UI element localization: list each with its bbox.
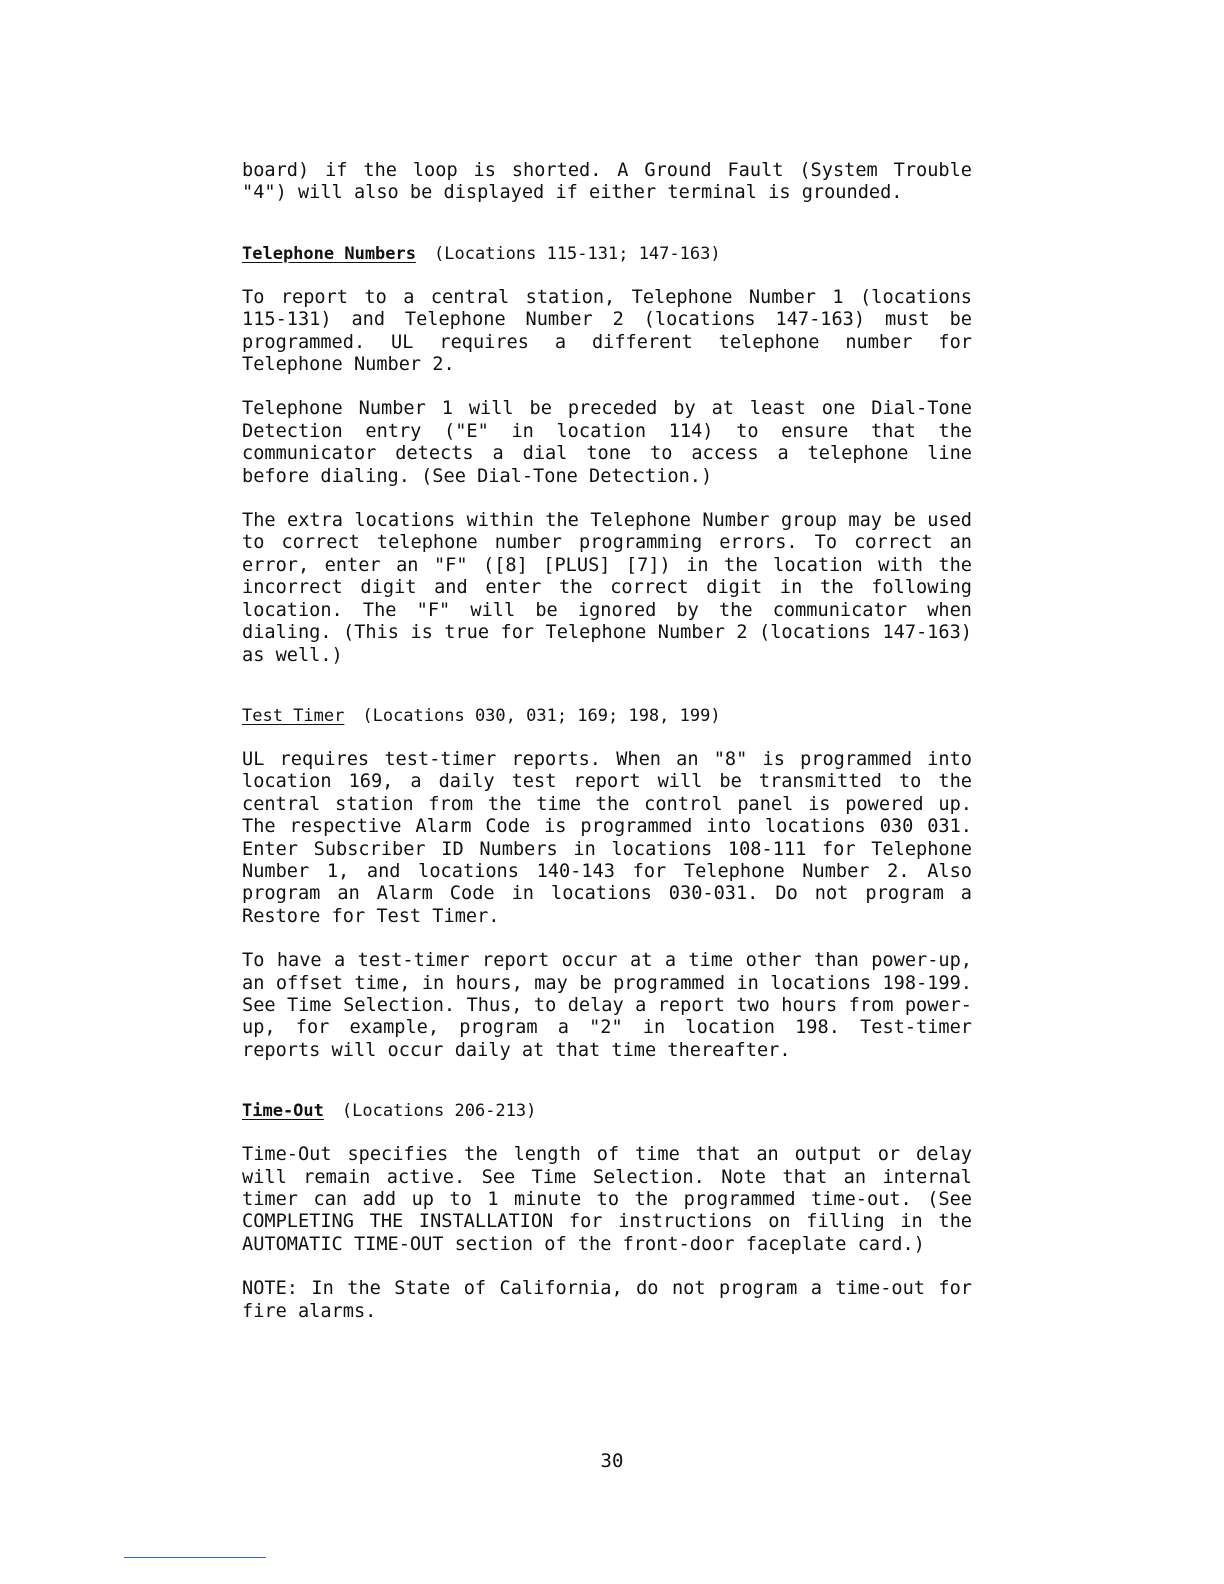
continuation-paragraph: board) if the loop is shorted. A Ground Fault (System Trouble "4") will also be displayed if either terminal is grounded. <box>242 160 972 204</box>
section-locations: (Locations 206-213) <box>341 1101 537 1122</box>
section-locations: (Locations 030, 031; 169; 198, 199) <box>362 705 721 726</box>
section-title: Telephone Numbers <box>242 243 416 264</box>
footnote-rule <box>124 1557 266 1558</box>
note-paragraph: NOTE: In the State of California, do not program a time-out for fire alarms. <box>242 1278 972 1322</box>
section-locations: (Locations 115-131; 147-163) <box>434 243 721 264</box>
section-title: Test Timer <box>242 705 345 726</box>
paragraph: Telephone Number 1 will be preceded by at least one Dial-Tone Detection entry ("E" in location 114) to ensure that the communicator detects a dial tone to access a telephone line before dialing. (See Dial-Tone Detection.) <box>242 398 972 487</box>
paragraph: To have a test-timer report occur at a time other than power-up, an offset time, in hours, may be programmed in locations 198-199. See Time Selection. Thus, to delay a report two hours from power-up, for example, program a "2" in location 198. Test-timer reports will occur daily at that time thereafter. <box>242 950 972 1061</box>
paragraph: UL requires test-timer reports. When an "8" is programmed into location 169, a daily test report will be transmitted to the central station from the time the control panel is powered up. The respective Alarm Code is programmed into locations 030 031. Enter Subscriber ID Numbers in locations 108-111 for Telephone Number 1, and locations 140-143 for Telephone Number 2. Also program an Alarm Code in locations 030-031. Do not program a Restore for Test Timer. <box>242 748 972 927</box>
document-page <box>242 160 972 1323</box>
section-title: Time-Out <box>242 1101 324 1122</box>
section-heading-test-timer <box>242 705 972 727</box>
paragraph: Time-Out specifies the length of time that an output or delay will remain active. See Time Selection. Note that an internal timer can add up to 1 minute to the programmed time-out. (See COMPLETING THE INSTALLATION for instructions on filling in the AUTOMATIC TIME-OUT section of the front-door faceplate card.) <box>242 1144 972 1255</box>
section-heading-telephone-numbers <box>242 243 972 265</box>
page-number: 30 <box>600 1450 624 1472</box>
paragraph: The extra locations within the Telephone Number group may be used to correct telephone number programming errors. To correct an error, enter an "F" ([8] [PLUS] [7]) in the location with the incorrect digit and enter the correct digit in the following location. The "F" will be ignored by the communicator when dialing. (This is true for Telephone Number 2 (locations 147-163) as well.) <box>242 510 972 666</box>
paragraph: To report to a central station, Telephone Number 1 (locations 115-131) and Telephone Number 2 (locations 147-163) must be programmed. UL requires a different telephone number for Telephone Number 2. <box>242 286 972 376</box>
section-heading-time-out <box>242 1100 972 1122</box>
